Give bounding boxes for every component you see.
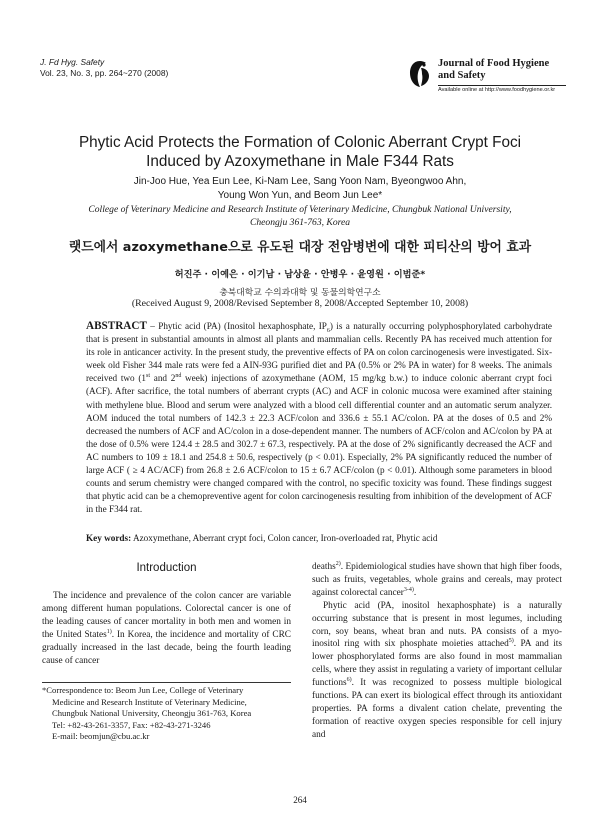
paper-title-line2: Induced by Azoxymethane in Male F344 Rats (146, 153, 454, 170)
header-divider (438, 85, 566, 86)
abstract-subscript: 6 (326, 327, 330, 334)
journal-name-line1: Journal of Food Hygiene (438, 58, 550, 69)
abstract-superscript: st (146, 373, 151, 380)
footnote-line: Tel: +82-43-261-3357, Fax: +82-43-271-3246 (52, 719, 211, 730)
abstract-label: ABSTRACT (86, 320, 147, 332)
affiliation-line2: Cheongju 361-763, Korea (249, 216, 351, 228)
paragraph-text: The incidence and prevalence of the colon cancer are variable among different human populations. Colorectal cancer is one of the leading causes of cancer mortality in both men and women in the United States (42, 591, 291, 640)
keywords-text: Azoxymethane, Aberrant crypt foci, Colon cancer, Iron-overloaded rat, Phytic acid (131, 533, 438, 543)
body-column-left (42, 590, 291, 667)
korean-title: 랫드에서 azoxymethane으로 유도된 대장 전암병변에 대한 피티산의 방어 효과 (68, 240, 532, 255)
citation-ref: 5) (508, 638, 514, 645)
footnote-line: Chungbuk National University, Cheongju 361-763, Korea (52, 708, 252, 718)
paper-title (60, 133, 540, 171)
footnote-line: Medicine and Research Institute of Veterinary Medicine, (52, 696, 247, 707)
paragraph (312, 600, 562, 742)
journal-name (438, 58, 549, 82)
abstract-text: ) is a naturally occurring polyphosphorylated carbohydrate that is present in substantial amounts in almost all plants and mammalian cells. Recently PA has received much attention for its role in anticancer activity. In the present study, the preventive effects of PA on colon carcinogenesis were investigated. Six-week old Fisher 344 male rats were fed a AIN-93G purified diet and PA (0.5% or 2% PA in water) for 8 weeks. The animals received two (1 (86, 321, 552, 384)
korean-affiliation: 충북대학교 수의과대학 및 동물의학연구소 (219, 288, 381, 298)
citation-ref: 6) (346, 677, 352, 684)
journal-logo-icon (408, 59, 432, 89)
citation-ref: 3-4) (403, 586, 414, 593)
volume-info: Vol. 23, No. 3, pp. 264~270 (2008) (40, 68, 169, 78)
received-dates: (Received August 9, 2008/Revised September 8, 2008/Accepted September 10, 2008) (131, 298, 469, 309)
journal-citation (40, 57, 168, 79)
paragraph-text: . Epidemiological studies have shown that high fiber foods, such as fruits, vegetables, whole grains and cereals, may protect against colorectal cancer (312, 562, 562, 598)
journal-abbrev: J. Fd Hyg. Safety (40, 57, 105, 67)
author-list-line2: Young Won Yun, and Beom Jun Lee* (217, 189, 383, 201)
paper-title-line1: Phytic Acid Protects the Formation of Colonic Aberrant Crypt Foci (78, 134, 522, 151)
citation-ref: 2) (335, 560, 341, 567)
abstract-text: week) injections of azoxymethane (AOM, 15 mg/kg b.w.) to induce colonic aberrant crypt foci (ACF). After sacrifice, the total numbers of aberrant crypts (AC) and ACF in colonic mucosa were examined after staining with methylene blue. Blood and serum were analyzed with a blood cell differential counter and an automatic serum analyzer. AOM induced the total numbers of 142.3 ± 22.3 ACF/colon and 336.6 ± 55.1 AC/colon. PA at the doses of 0.5 and 2% decreased the numbers of ACF and AC/colon in a dose-dependent manner. The numbers of ACF/colon and AC/colon by PA at the dose of 0.5% were 124.4 ± 28.5 and 302.7 ± 67.3, respectively. PA at the dose of 2% significantly decreased the ACF and AC numbers to 109 ± 18.1 and 254.8 ± 50.6, respectively (p < 0.01). Especially, 2% PA significantly reduced the number of large ACF ( ≥ 4 AC/ACF) from 26.8 ± 2.6 ACF/colon to 15 ± 6.7 ACF/colon (p < 0.01). Although some parameters in blood counts and serum chemistry were changed compared with the control, no specific toxicity was found. These findings suggest that phytic acid can be a chemopreventive agent for colon carcinogenesis resulting from inhibition of the development of ACF in the F344 rat. (86, 373, 553, 515)
abstract-text: – Phytic acid (PA) (Inositol hexaphosphate, IP (146, 321, 327, 331)
paragraph-text: . In Korea, the incidence and mortality of CRC gradually increased in the last decade, being the fourth leading cause of cancer (42, 629, 291, 666)
paragraph-text: deaths (312, 562, 336, 572)
page-number: 264 (293, 795, 307, 805)
footnote-divider (42, 682, 291, 683)
correspondence-footnote (42, 685, 291, 743)
affiliation-line1: College of Veterinary Medicine and Research Institute of Veterinary Medicine, Chungbuk National University, (88, 204, 512, 215)
journal-url: Available online at http://www.foodhygiene.or.kr (438, 87, 556, 93)
abstract-text: and 2 (150, 373, 176, 384)
author-list-line1: Jin-Joo Hue, Yea Eun Lee, Ki-Nam Lee, Sang Yoon Nam, Byeongwoo Ahn, (133, 176, 467, 187)
paragraph (312, 561, 562, 600)
paragraph-text: . (413, 587, 417, 598)
footnote-line: E-mail: beomjun@cbu.ac.kr (52, 731, 150, 741)
paragraph-text: . It was recognized to possess multiple biological functions. PA can exert its biological effect through its antioxidant properties. PA forms a divalent cation chelate, preventing the formation of reactive oxygen species responsible for cell injury and (312, 678, 562, 740)
journal-name-line2: and Safety (438, 70, 486, 81)
paragraph-text: . PA and its lower phosphorylated forms are also found in most mammalian cells, where they assist in regulating a variety of important cellular functions (312, 639, 562, 689)
affiliation (75, 204, 525, 229)
paragraph-text: Phytic acid (PA, inositol hexaphosphate) is a naturally occurring substance that is present in most legumes, including corn, soy beans, wheat bran and nuts. PA consists of a myo-inositol ring with six phosphate moieties attached (312, 600, 562, 650)
author-list (60, 175, 540, 202)
body-column-right (312, 561, 562, 742)
keywords (86, 532, 552, 544)
abstract (86, 320, 552, 516)
korean-authors: 허진주 · 이예은 · 이기남 · 남상윤 · 안병우 · 윤영원 · 이범준* (174, 269, 426, 280)
section-heading-introduction: Introduction (136, 562, 197, 574)
paragraph (42, 590, 291, 667)
keywords-label: Key words: (86, 533, 132, 543)
abstract-superscript: nd (175, 373, 182, 380)
citation-ref: 1) (106, 628, 112, 635)
footnote-line: *Correspondence to: Beom Jun Lee, College of Veterinary (42, 685, 244, 695)
